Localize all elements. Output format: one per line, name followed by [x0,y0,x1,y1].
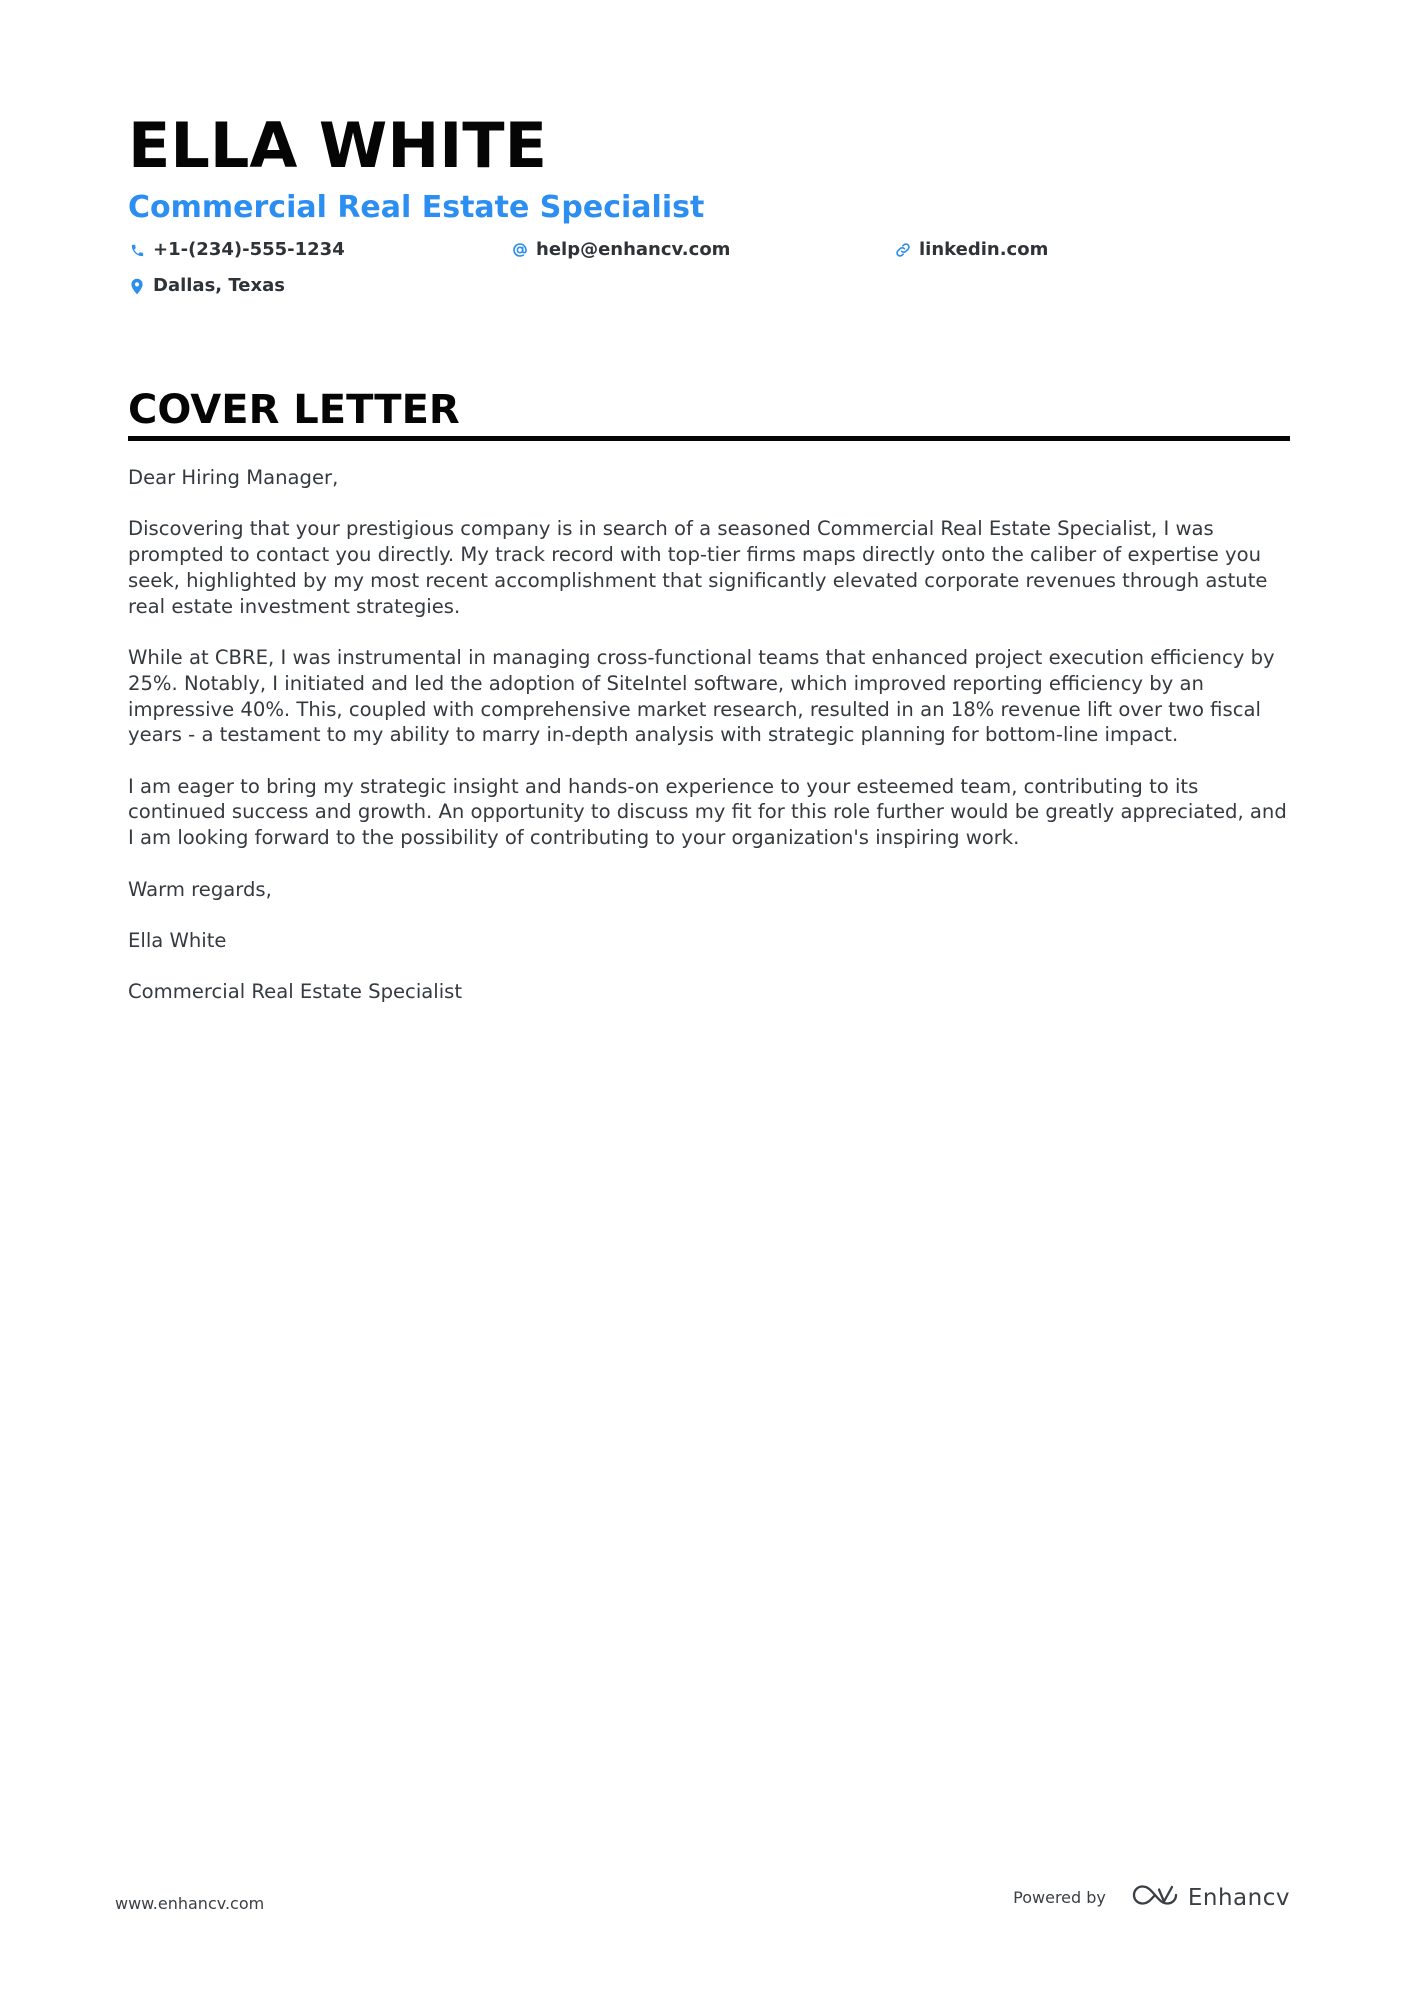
powered-by-label: Powered by [1013,1888,1106,1907]
section-title: COVER LETTER [128,387,460,433]
map-pin-icon [128,277,146,295]
letter-paragraph: I am eager to bring my strategic insight and hands-on experience to your esteemed team, contributing to its continued success and growth. An opportunity to discuss my fit for this role further would be greatly appreciated, and I am looking forward to the possibility of contributing to your organization's inspiring work. [128,774,1287,850]
footer-branding [1013,1883,1290,1912]
section-divider [128,436,1290,441]
contact-email-text: help@enhancv.com [536,239,731,260]
letter-greeting: Dear Hiring Manager, [128,466,339,489]
candidate-name: ELLA WHITE [128,109,547,182]
link-icon [894,241,912,259]
phone-icon [128,241,146,259]
at-icon [511,241,529,259]
letter-closing: Warm regards, [128,877,272,901]
footer-website[interactable]: www.enhancv.com [115,1894,265,1913]
contact-location-text: Dallas, Texas [153,275,285,296]
contact-link[interactable] [894,238,1048,262]
contact-phone-text: +1-(234)-555-1234 [153,239,345,260]
enhancv-logo-icon [1132,1883,1178,1912]
contact-email[interactable] [511,238,730,262]
resume-header [128,108,1290,314]
letter-paragraph: While at CBRE, I was instrumental in managing cross-functional teams that enhanced project execution efficiency by 25%. Notably, I initiated and led the adoption of SiteIntel software, which improved reporting efficiency by an impressive 40%. This, coupled with comprehensive market research, resulted in an 18% revenue lift over two fiscal years - a testament to my ability to marry in-depth analysis with strategic planning for bottom-line impact. [128,645,1275,747]
signature-title: Commercial Real Estate Specialist [128,980,463,1004]
contact-info [128,238,1290,314]
contact-location [128,274,285,298]
signature-name: Ella White [128,928,227,952]
letter-paragraph: Discovering that your prestigious company is in search of a seasoned Commercial Real Estate Specialist, I was prompted to contact you directly. My track record with top-tier firms maps directly onto the caliber of expertise you seek, highlighted by my most recent accomplishment that significantly elevated corporate revenues through astute real estate investment strategies. [128,517,1268,618]
contact-link-text: linkedin.com [919,239,1049,260]
contact-phone[interactable] [128,238,345,262]
letter-body [128,465,1298,1030]
candidate-role: Commercial Real Estate Specialist [128,190,705,225]
enhancv-logo[interactable] [1132,1883,1290,1912]
enhancv-logo-text: Enhancv [1187,1884,1290,1911]
